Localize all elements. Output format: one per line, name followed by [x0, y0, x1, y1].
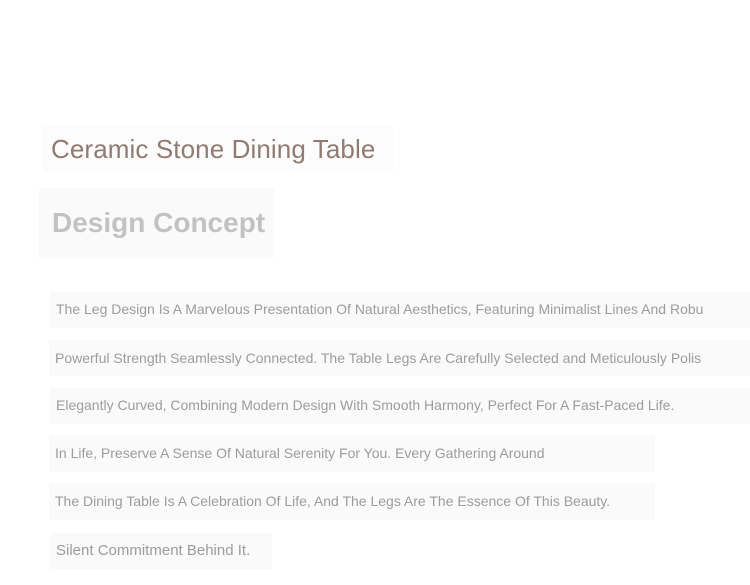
design-concept-heading: Design Concept	[52, 207, 266, 238]
description-line-6: Silent Commitment Behind It.	[56, 541, 251, 559]
description-line-3: Elegantly Curved, Combining Modern Design With Smooth Harmony, Perfect For A Fast-Paced Life.	[56, 397, 675, 413]
description-line-2: Powerful Strength Seamlessly Connected. The Table Legs Are Carefully Selected and Meticulously Polis	[55, 350, 702, 366]
product-title: Ceramic Stone Dining Table	[51, 133, 376, 164]
description-line-5: The Dining Table Is A Celebration Of Life, And The Legs Are The Essence Of This Beauty.	[55, 493, 611, 509]
description-line-4: In Life, Preserve A Sense Of Natural Serenity For You. Every Gathering Around	[55, 445, 545, 461]
description-line-1: The Leg Design Is A Marvelous Presentation Of Natural Aesthetics, Featuring Minimalist Lines And Robu	[56, 301, 704, 317]
product-title-block	[43, 126, 393, 172]
design-concept-block	[39, 188, 274, 258]
